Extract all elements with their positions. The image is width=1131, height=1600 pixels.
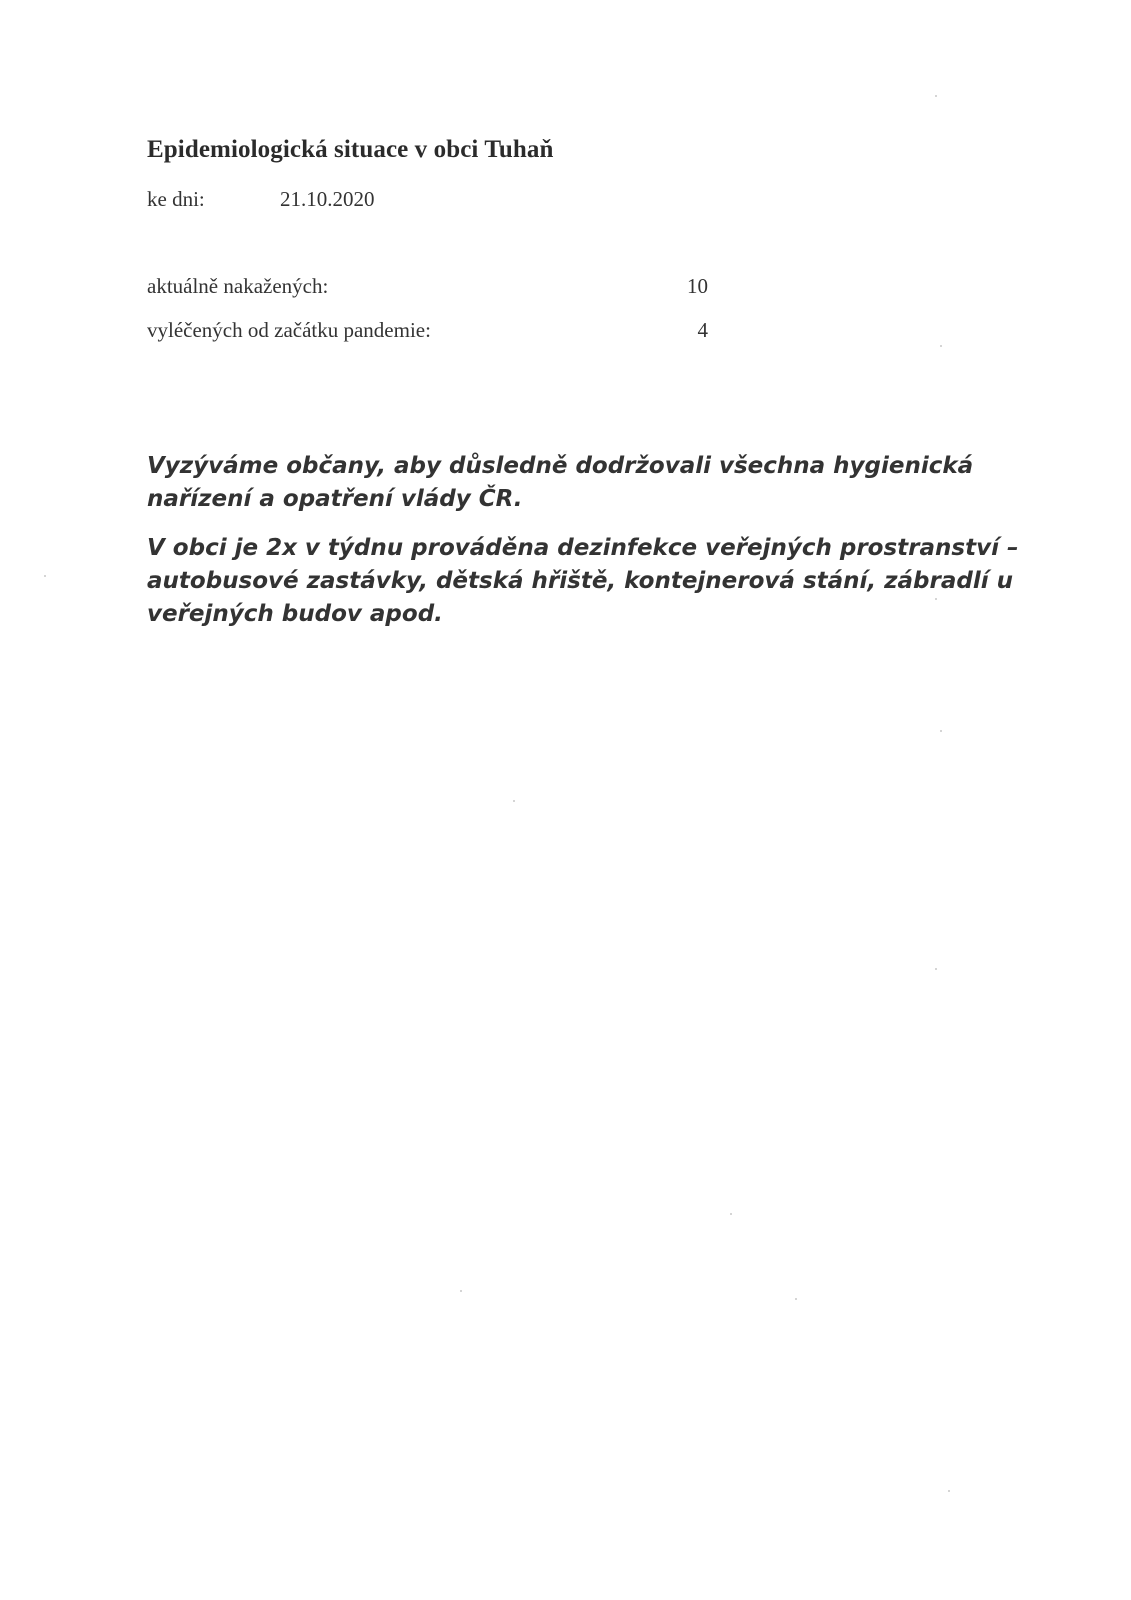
stat-label-recovered: vyléčených od začátku pandemie: — [147, 318, 431, 342]
scan-speck — [935, 598, 937, 600]
scan-speck — [948, 1490, 950, 1492]
scan-speck — [940, 730, 942, 732]
notice-disinfection: V obci je 2x v týdnu prováděna dezinfekce veřejných prostranství – autobusové zastávky, dětská hřiště, kontejnerová stání, zábradlí u veřejných budov apod. — [147, 535, 1019, 627]
scan-speck — [513, 800, 515, 802]
scan-speck — [460, 1290, 462, 1292]
scan-speck — [935, 968, 937, 970]
date-label: ke dni: — [147, 187, 205, 211]
scan-speck — [935, 95, 937, 97]
stat-label-infected: aktuálně nakažených: — [147, 274, 329, 298]
scan-speck — [795, 1298, 797, 1300]
date-value: 21.10.2020 — [280, 187, 375, 211]
scan-speck — [44, 575, 46, 577]
scan-speck — [730, 1213, 732, 1215]
stat-value-infected: 10 — [687, 274, 708, 298]
stat-value-recovered: 4 — [697, 318, 708, 342]
document-title: Epidemiologická situace v obci Tuhaň — [147, 136, 554, 163]
scan-speck — [940, 345, 942, 347]
notice-hygiene: Vyzýváme občany, aby důsledně dodržovali všechna hygienická nařízení a opatření vlády ČR. — [147, 453, 974, 512]
